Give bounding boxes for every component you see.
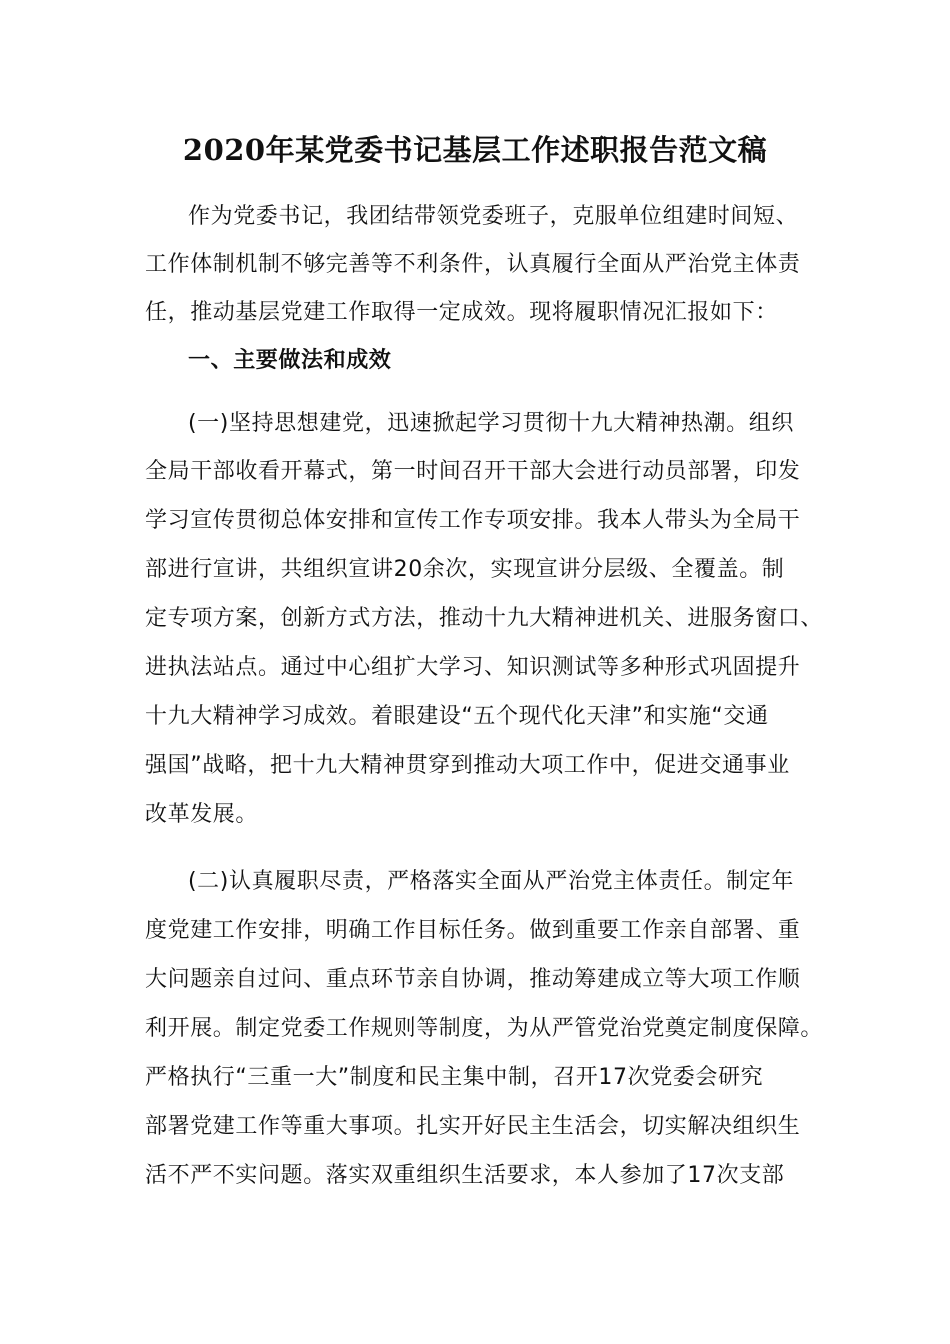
paragraph-2-line-5: 严格执行“三重一大”制度和民主集中制，召开17次党委会研究: [145, 1065, 764, 1090]
paragraph-2-line-2: 度党建工作安排，明确工作目标任务。做到重要工作亲自部署、重: [145, 918, 801, 943]
paragraph-2-line-1: (二)认真履职尽责，严格落实全面从严治党主体责任。制定年: [188, 869, 794, 894]
section-heading: 一、主要做法和成效: [188, 348, 392, 373]
paragraph-1-line-6: 进执法站点。通过中心组扩大学习、知识测试等多种形式巩固提升: [145, 655, 801, 680]
paragraph-2-line-3: 大问题亲自过问、重点环节亲自协调，推动筹建成立等大项工作顺: [145, 967, 801, 992]
paragraph-1-line-9: 改革发展。: [145, 802, 259, 827]
paragraph-intro-line-1: 作为党委书记，我团结带领党委班子，克服单位组建时间短、: [188, 204, 799, 229]
paragraph-2-line-4: 利开展。制定党委工作规则等制度，为从严管党治党奠定制度保障。: [145, 1016, 824, 1041]
paragraph-1-line-7: 十九大精神学习成效。着眼建设“五个现代化天津”和实施“交通: [145, 704, 769, 729]
document-title: 2020年某党委书记基层工作述职报告范文稿: [182, 133, 768, 167]
paragraph-intro-line-2: 工作体制机制不够完善等不利条件，认真履行全面从严治党主体责: [145, 252, 801, 277]
paragraph-2-line-7: 活不严不实问题。落实双重组织生活要求，本人参加了17次支部: [145, 1163, 785, 1188]
paragraph-1-line-8: 强国”战略，把十九大精神贯穿到推动大项工作中，促进交通事业: [145, 753, 790, 778]
paragraph-intro-line-3: 任，推动基层党建工作取得一定成效。现将履职情况汇报如下：: [145, 300, 778, 325]
paragraph-1-line-2: 全局干部收看开幕式，第一时间召开干部大会进行动员部署，印发: [145, 459, 801, 484]
paragraph-1-line-1: (一)坚持思想建党，迅速掀起学习贯彻十九大精神热潮。组织: [188, 411, 794, 436]
paragraph-1-line-4: 部进行宣讲，共组织宣讲20余次，实现宣讲分层级、全覆盖。制: [145, 557, 785, 582]
paragraph-1-line-3: 学习宣传贯彻总体安排和宣传工作专项安排。我本人带头为全局干: [145, 508, 801, 533]
paragraph-2-line-6: 部署党建工作等重大事项。扎实开好民主生活会，切实解决组织生: [145, 1114, 801, 1139]
paragraph-1-line-5: 定专项方案，创新方式方法，推动十九大精神进机关、进服务窗口、: [145, 606, 824, 631]
